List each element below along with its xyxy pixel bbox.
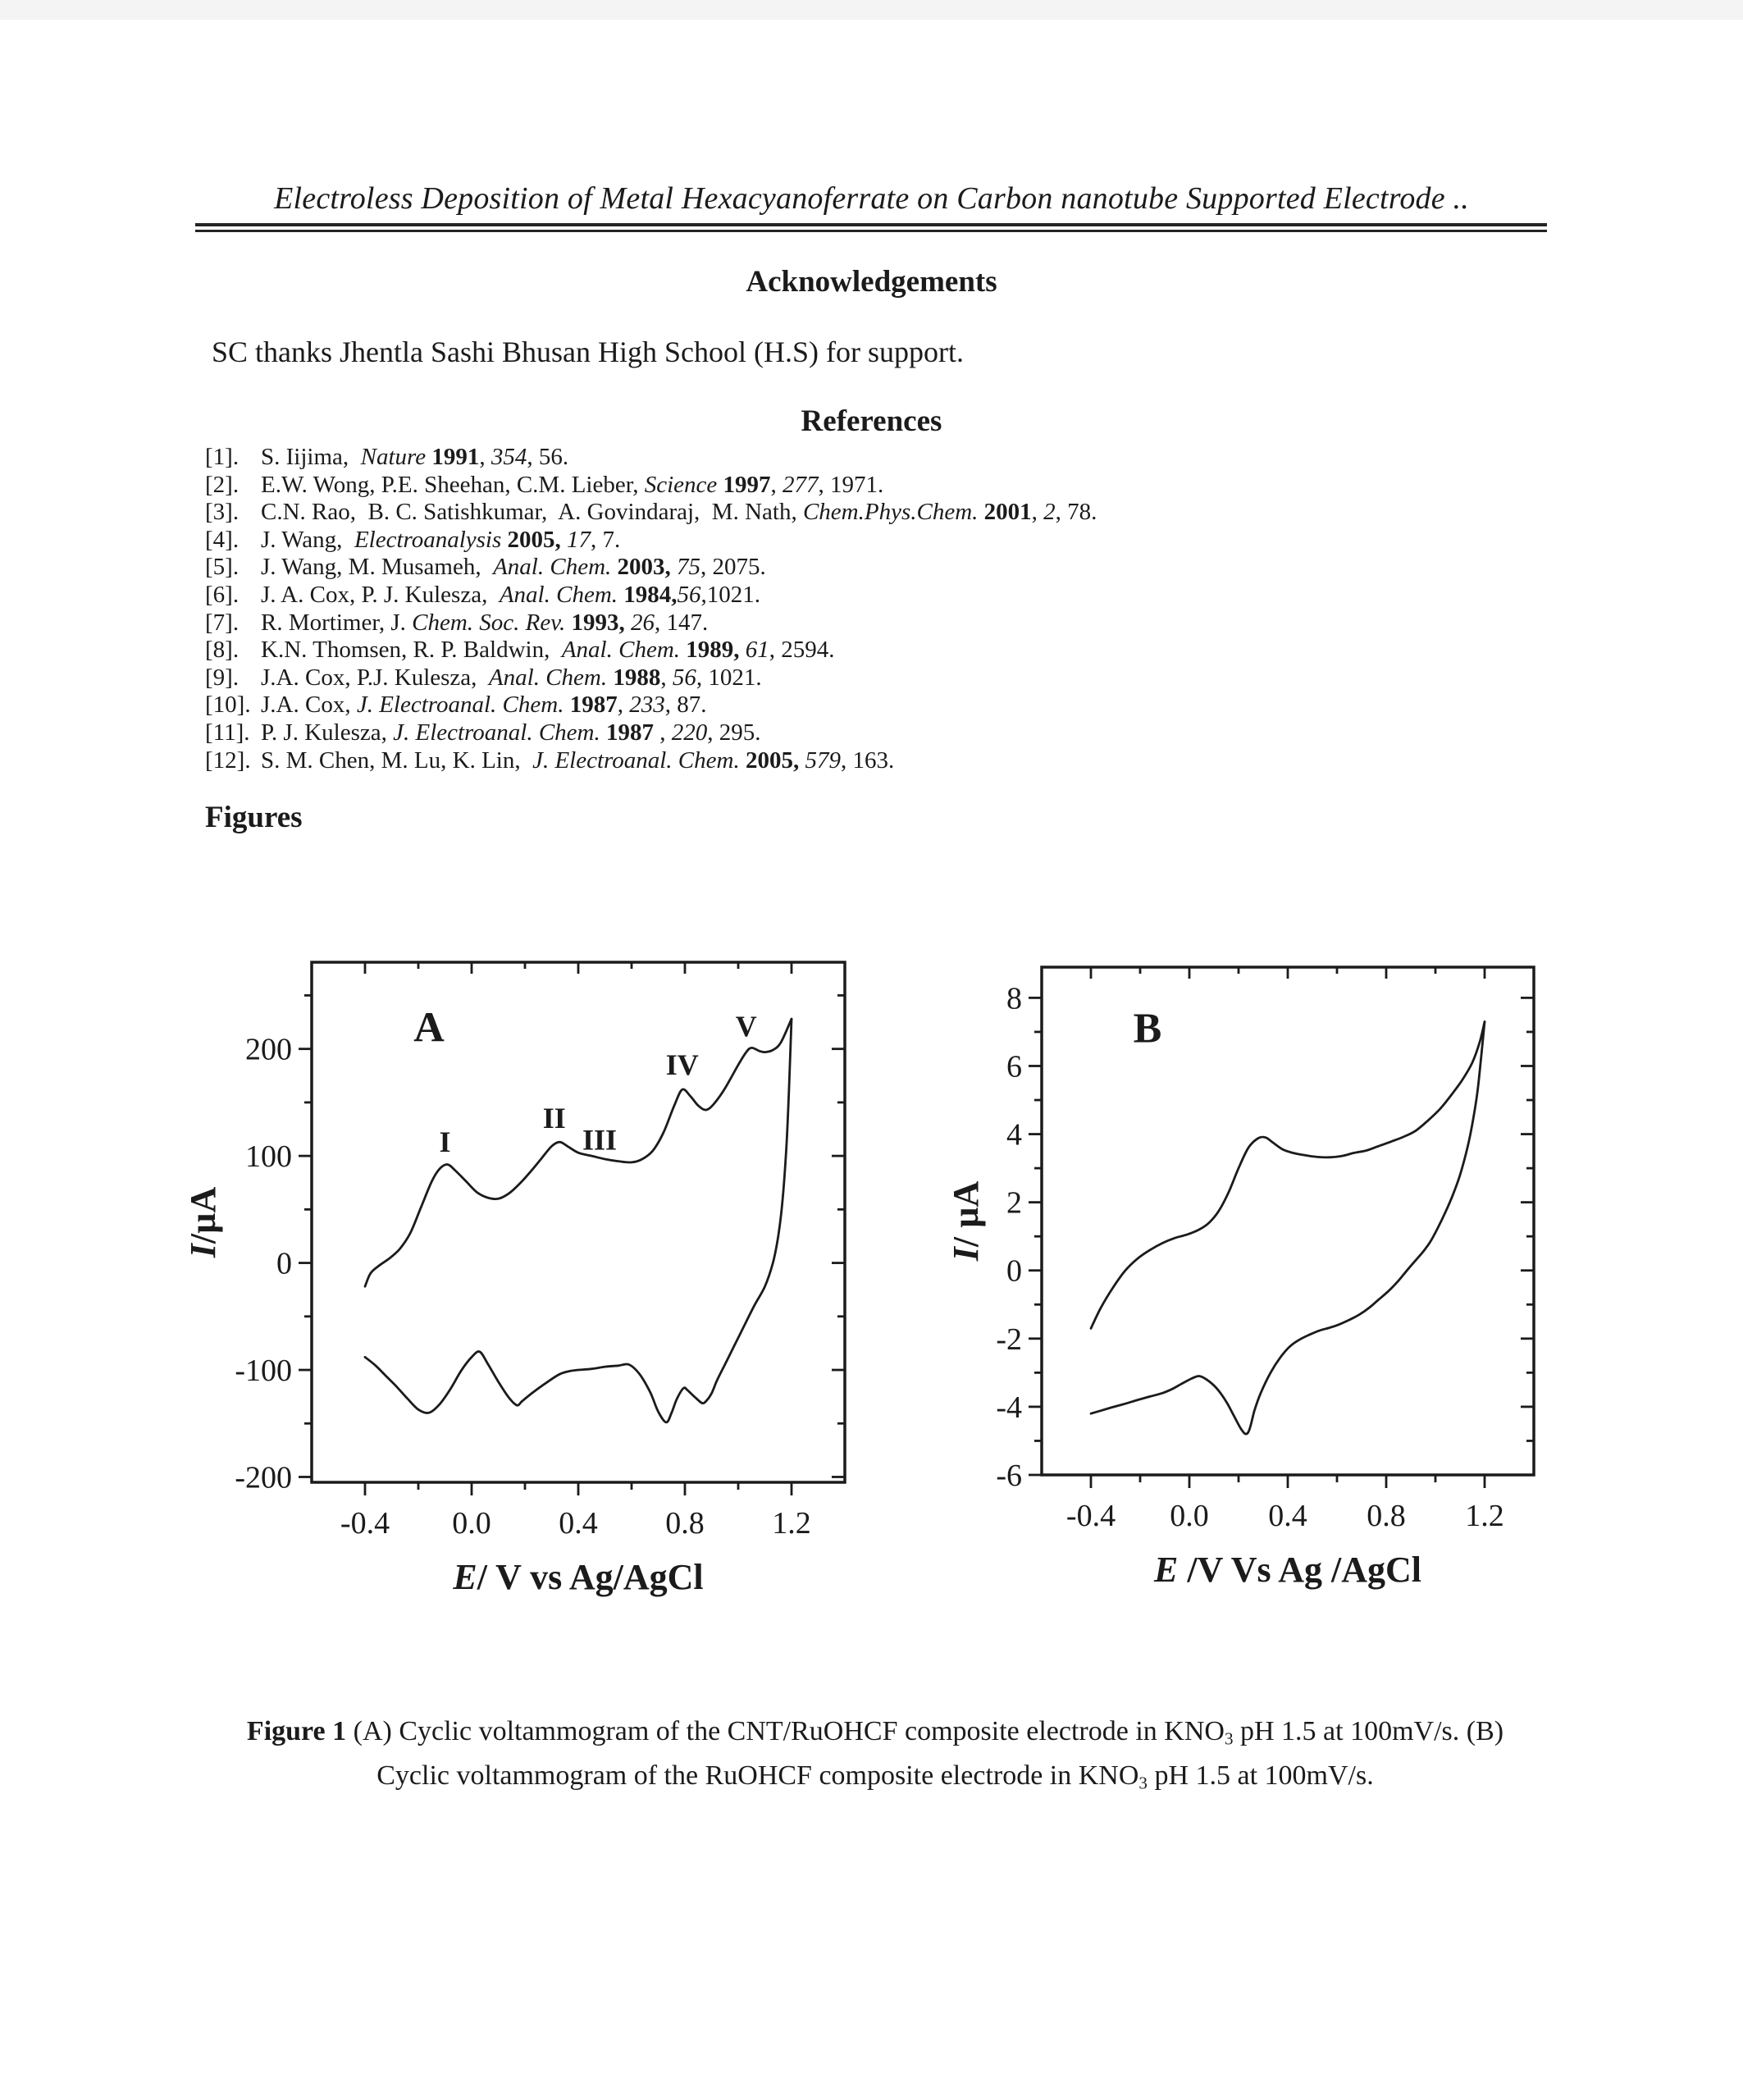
text-segment: R. Mortimer, J. xyxy=(261,609,413,636)
text-segment xyxy=(671,554,677,580)
text-segment: , xyxy=(653,719,672,746)
svg-text:1.2: 1.2 xyxy=(1465,1499,1504,1533)
reference-text xyxy=(261,554,766,582)
text-segment: pH 1.5 at 100mV/s. xyxy=(1147,1760,1374,1792)
viewer-top-edge xyxy=(0,0,1743,20)
reference-text xyxy=(261,527,620,555)
text-segment: , xyxy=(660,664,673,691)
svg-text:-0.4: -0.4 xyxy=(1065,1499,1116,1533)
svg-text:I: I xyxy=(439,1125,451,1158)
reference-text xyxy=(261,719,760,747)
cv-curve-cathodic-sweep xyxy=(1091,1021,1485,1434)
svg-text:I/ µA: I/ µA xyxy=(946,1180,986,1262)
text-segment: , 2594. xyxy=(769,637,835,664)
text-segment: J. A. Cox, P. J. Kulesza, xyxy=(261,581,500,608)
text-segment: Electroanalysis xyxy=(354,526,508,553)
svg-text:I/µA: I/µA xyxy=(183,1186,223,1258)
reference-item xyxy=(205,472,1649,500)
svg-text:2: 2 xyxy=(1006,1185,1022,1221)
svg-text:B: B xyxy=(1133,1005,1162,1052)
text-segment: 579 xyxy=(805,746,841,774)
text-segment: J. Wang, xyxy=(261,526,354,553)
text-segment: K.N. Thomsen, R. P. Baldwin, xyxy=(261,637,562,664)
reference-item xyxy=(205,609,1649,637)
reference-item xyxy=(205,747,1649,775)
svg-text:II: II xyxy=(542,1102,566,1135)
text-segment: , xyxy=(479,444,491,470)
text-segment: J. Electroanal. Chem. xyxy=(356,692,570,719)
cv-curve-anodic-sweep xyxy=(1091,1022,1485,1329)
reference-text xyxy=(261,664,762,692)
text-segment: C.N. Rao, B. C. Satishkumar, A. Govindaraj, M. Nath, xyxy=(261,499,803,526)
text-segment: , 78. xyxy=(1055,499,1097,526)
reference-number: [3]. xyxy=(205,499,240,526)
text-segment: Nature xyxy=(360,444,432,470)
text-segment: J. Electroanal. Chem. xyxy=(532,746,746,774)
text-segment: Anal. Chem. xyxy=(561,637,687,664)
text-segment xyxy=(740,637,746,663)
text-segment: 1984, xyxy=(623,581,678,608)
svg-text:-4: -4 xyxy=(996,1390,1022,1425)
svg-text:-100: -100 xyxy=(235,1354,292,1389)
text-segment: 277 xyxy=(783,471,819,498)
reference-text xyxy=(261,747,894,775)
text-segment: 17 xyxy=(567,526,591,553)
chart-cyclic-voltammogram-a xyxy=(172,935,927,1616)
svg-text:0.0: 0.0 xyxy=(1170,1499,1209,1533)
svg-text:100: 100 xyxy=(245,1139,292,1175)
svg-text:0.0: 0.0 xyxy=(452,1506,491,1541)
text-segment: , 87. xyxy=(664,692,707,719)
reference-number: [5]. xyxy=(205,554,240,581)
text-segment: J. Wang, M. Musameh, xyxy=(261,554,494,581)
reference-item xyxy=(205,637,1649,664)
figures-heading: Figures xyxy=(205,801,303,834)
text-segment: 1989, xyxy=(686,637,740,664)
cv-curve-anodic-sweep xyxy=(365,1019,792,1286)
text-segment: 75 xyxy=(677,554,701,581)
text-segment: , 147. xyxy=(654,609,709,636)
text-segment: Figure 1 xyxy=(246,1716,347,1746)
text-segment: 1993, xyxy=(571,609,625,636)
text-segment: Cyclic voltammogram of the RuOHCF composite electrode in KNO xyxy=(376,1760,1139,1792)
svg-text:E/ V vs Ag/AgCl: E/ V vs Ag/AgCl xyxy=(453,1557,704,1597)
svg-text:0.8: 0.8 xyxy=(1367,1499,1406,1533)
text-segment: 2003, xyxy=(617,554,671,581)
text-segment: Anal. Chem. xyxy=(499,581,624,608)
reference-item xyxy=(205,554,1649,582)
header-rule xyxy=(195,223,1547,232)
reference-number: [11]. xyxy=(205,719,250,746)
text-segment: 3 xyxy=(1224,1728,1234,1749)
text-segment: 2005, xyxy=(507,526,561,553)
reference-text xyxy=(261,609,708,637)
svg-text:-200: -200 xyxy=(235,1460,292,1495)
svg-text:IV: IV xyxy=(665,1048,699,1081)
text-segment: 1987 xyxy=(605,719,654,746)
svg-text:V: V xyxy=(735,1010,757,1043)
text-segment: 220 xyxy=(671,719,708,746)
text-segment: S. Iijima, xyxy=(261,444,361,470)
svg-text:0.4: 0.4 xyxy=(559,1506,598,1541)
text-segment: 1991 xyxy=(431,444,480,470)
reference-item xyxy=(205,527,1649,555)
text-segment: , 163. xyxy=(840,746,895,774)
svg-text:0: 0 xyxy=(1006,1253,1022,1289)
text-segment xyxy=(625,609,631,636)
text-segment: , xyxy=(1031,499,1044,526)
svg-text:E /V Vs Ag /AgCl: E /V Vs Ag /AgCl xyxy=(1153,1550,1422,1590)
text-segment: J.A. Cox, xyxy=(261,692,357,719)
svg-text:0.8: 0.8 xyxy=(665,1506,705,1541)
svg-text:0: 0 xyxy=(276,1246,292,1281)
running-head-title: Electroless Deposition of Metal Hexacyanoferrate on Carbon nanotube Supported Electrode .. xyxy=(274,181,1469,216)
reference-text xyxy=(261,499,1097,527)
reference-text xyxy=(261,472,883,500)
reference-number: [6]. xyxy=(205,581,240,608)
svg-text:-6: -6 xyxy=(996,1459,1022,1493)
text-segment: , 1971. xyxy=(818,471,884,498)
reference-text xyxy=(261,582,760,609)
text-segment: , 2075. xyxy=(700,554,766,581)
text-segment: 61 xyxy=(745,637,769,664)
svg-text:0.4: 0.4 xyxy=(1268,1499,1307,1533)
svg-text:1.2: 1.2 xyxy=(772,1506,811,1541)
cv-curve-cathodic-sweep xyxy=(365,1019,792,1422)
reference-number: [12]. xyxy=(205,746,251,774)
figure-caption-line1 xyxy=(182,1713,1568,1757)
text-segment: , 7. xyxy=(591,526,621,553)
acknowledgements-body: SC thanks Jhentla Sashi Bhusan High School (H.S) for support. xyxy=(212,336,964,368)
text-segment: E.W. Wong, P.E. Sheehan, C.M. Lieber, xyxy=(261,471,645,498)
text-segment: 56 xyxy=(672,664,696,691)
svg-text:6: 6 xyxy=(1006,1049,1022,1084)
text-segment: Chem.Phys.Chem. xyxy=(802,499,984,526)
reference-number: [2]. xyxy=(205,471,240,498)
svg-text:8: 8 xyxy=(1006,981,1022,1016)
text-segment: 354 xyxy=(491,444,527,470)
text-segment: J. Electroanal. Chem. xyxy=(393,719,606,746)
text-segment: pH 1.5 at 100mV/s. (B) xyxy=(1233,1716,1504,1746)
text-segment: 1987 xyxy=(569,692,618,719)
text-segment: Anal. Chem. xyxy=(493,554,618,581)
reference-item xyxy=(205,499,1649,527)
text-segment: 1997 xyxy=(723,471,771,498)
reference-number: [7]. xyxy=(205,609,240,636)
text-segment: Science xyxy=(644,471,723,498)
reference-number: [4]. xyxy=(205,526,240,553)
text-segment: ,1021. xyxy=(700,581,761,608)
figure-caption xyxy=(182,1713,1568,1802)
reference-text xyxy=(261,444,568,472)
svg-text:-2: -2 xyxy=(996,1322,1022,1357)
text-segment: 2 xyxy=(1043,499,1056,526)
svg-text:A: A xyxy=(413,1004,445,1052)
reference-item xyxy=(205,664,1649,692)
reference-text xyxy=(261,637,835,664)
text-segment: J.A. Cox, P.J. Kulesza, xyxy=(261,664,489,691)
reference-number: [1]. xyxy=(205,444,240,470)
chart-cyclic-voltammogram-b xyxy=(919,935,1673,1616)
text-segment: , xyxy=(617,692,630,719)
text-segment: , 295. xyxy=(707,719,761,746)
reference-item xyxy=(205,444,1649,472)
text-segment: , 56. xyxy=(527,444,569,470)
reference-item xyxy=(205,582,1649,609)
reference-number: [8]. xyxy=(205,637,240,664)
text-segment: S. M. Chen, M. Lu, K. Lin, xyxy=(261,746,533,774)
reference-item xyxy=(205,692,1649,719)
svg-text:200: 200 xyxy=(245,1032,292,1067)
reference-number: [10]. xyxy=(205,692,251,719)
text-segment: 3 xyxy=(1138,1773,1148,1793)
reference-number: [9]. xyxy=(205,664,240,691)
svg-text:4: 4 xyxy=(1006,1117,1022,1153)
text-segment: Chem. Soc. Rev. xyxy=(412,609,572,636)
reference-list xyxy=(205,444,1649,774)
text-segment: , xyxy=(770,471,783,498)
text-segment: Anal. Chem. xyxy=(488,664,614,691)
text-segment: 26 xyxy=(630,609,655,636)
reference-text xyxy=(261,692,706,719)
text-segment: 2001 xyxy=(983,499,1032,526)
figure-caption-line2 xyxy=(182,1757,1568,1801)
text-segment: 1988 xyxy=(613,664,661,691)
text-segment: 2005, xyxy=(745,746,800,774)
references-heading: References xyxy=(801,404,942,438)
text-segment: , 1021. xyxy=(696,664,762,691)
acknowledgements-heading: Acknowledgements xyxy=(746,265,997,299)
text-segment: 233 xyxy=(629,692,665,719)
text-segment: 56 xyxy=(677,581,701,608)
text-segment: P. J. Kulesza, xyxy=(261,719,394,746)
svg-text:III: III xyxy=(582,1123,618,1157)
svg-text:-0.4: -0.4 xyxy=(340,1506,390,1541)
text-segment: (A) Cyclic voltammogram of the CNT/RuOHCF composite electrode in KNO xyxy=(346,1716,1225,1746)
reference-item xyxy=(205,719,1649,747)
text-segment xyxy=(561,527,567,553)
